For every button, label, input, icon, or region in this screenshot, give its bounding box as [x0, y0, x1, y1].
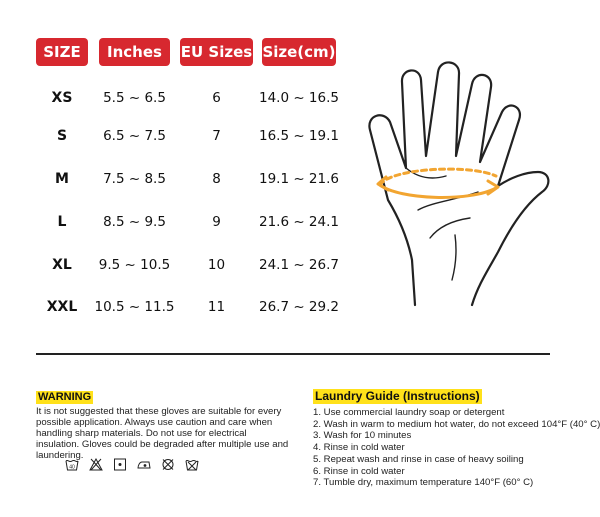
inches-header: Inches [99, 38, 170, 66]
laundry-guide-title: Laundry Guide (Instructions) [315, 389, 480, 403]
eu-cell: 6 [212, 90, 221, 106]
list-item: 7. Tumble dry, maximum temperature 140°F (60° C) [313, 477, 534, 489]
hand-measurement-icon [360, 60, 560, 310]
eu-cell: 10 [207, 257, 226, 273]
cm-cell: 19.1 ~ 21.6 [258, 171, 339, 187]
table-row [0, 211, 360, 233]
no-wring-icon [185, 458, 199, 471]
list-item: 4. Rinse in cold water [313, 442, 405, 454]
list-item: 2. Wash in warm to medium hot water, do not exceed 104°F (40° C) [313, 418, 600, 430]
size-cm-header: Size(cm) [262, 38, 336, 66]
size-cell: XL [52, 257, 72, 273]
warning-text: It is not suggested that these gloves are suitable for every possible application. Always use caution and care when handling sharp materials. Do not use for electrical insulation. Gloves could be degraded after multiple use and laundering. [36, 406, 289, 461]
cm-cell: 21.6 ~ 24.1 [258, 214, 339, 230]
list-item: 6. Rinse in cold water [313, 465, 405, 477]
size-cell: S [56, 128, 68, 144]
laundry-steps-list [313, 407, 600, 489]
no-bleach-icon [89, 458, 103, 471]
care-symbols [65, 458, 199, 471]
table-row [0, 87, 360, 109]
tumble-dry-low-icon [113, 458, 127, 471]
list-item: 5. Repeat wash and rinse in case of heavy soiling [313, 453, 524, 465]
list-item: 3. Wash for 10 minutes [313, 430, 412, 442]
cm-cell: 16.5 ~ 19.1 [258, 128, 339, 144]
inches-cell: 9.5 ~ 10.5 [98, 257, 171, 273]
eu-cell: 7 [212, 128, 221, 144]
cm-cell: 14.0 ~ 16.5 [258, 90, 339, 106]
inches-cell: 7.5 ~ 8.5 [103, 171, 166, 187]
eu-cell: 8 [212, 171, 221, 187]
eu-sizes-header: EU Sizes [180, 38, 253, 66]
size-cell: M [55, 171, 69, 187]
table-row [0, 254, 360, 276]
warning-title: WARNING [38, 391, 92, 403]
size-cell: XS [51, 90, 73, 106]
inches-cell: 8.5 ~ 9.5 [103, 214, 166, 230]
table-row [0, 296, 360, 318]
table-row [0, 125, 360, 147]
inches-cell: 10.5 ~ 11.5 [94, 299, 175, 315]
size-cell: L [57, 214, 67, 230]
list-item: 1. Use commercial laundry soap or detergent [313, 407, 505, 418]
size-header: SIZE [36, 38, 88, 66]
eu-cell: 11 [207, 299, 226, 315]
inches-cell: 6.5 ~ 7.5 [103, 128, 166, 144]
wash-40-icon [65, 458, 79, 471]
wash-temp-label: 40 [69, 464, 75, 471]
inches-cell: 5.5 ~ 6.5 [103, 90, 166, 106]
cm-cell: 24.1 ~ 26.7 [258, 257, 339, 273]
no-dry-clean-icon [161, 458, 175, 471]
iron-low-icon [137, 458, 151, 471]
size-cell: XXL [46, 299, 78, 315]
section-divider [36, 353, 550, 355]
table-row [0, 168, 360, 190]
cm-cell: 26.7 ~ 29.2 [258, 299, 339, 315]
eu-cell: 9 [212, 214, 221, 230]
